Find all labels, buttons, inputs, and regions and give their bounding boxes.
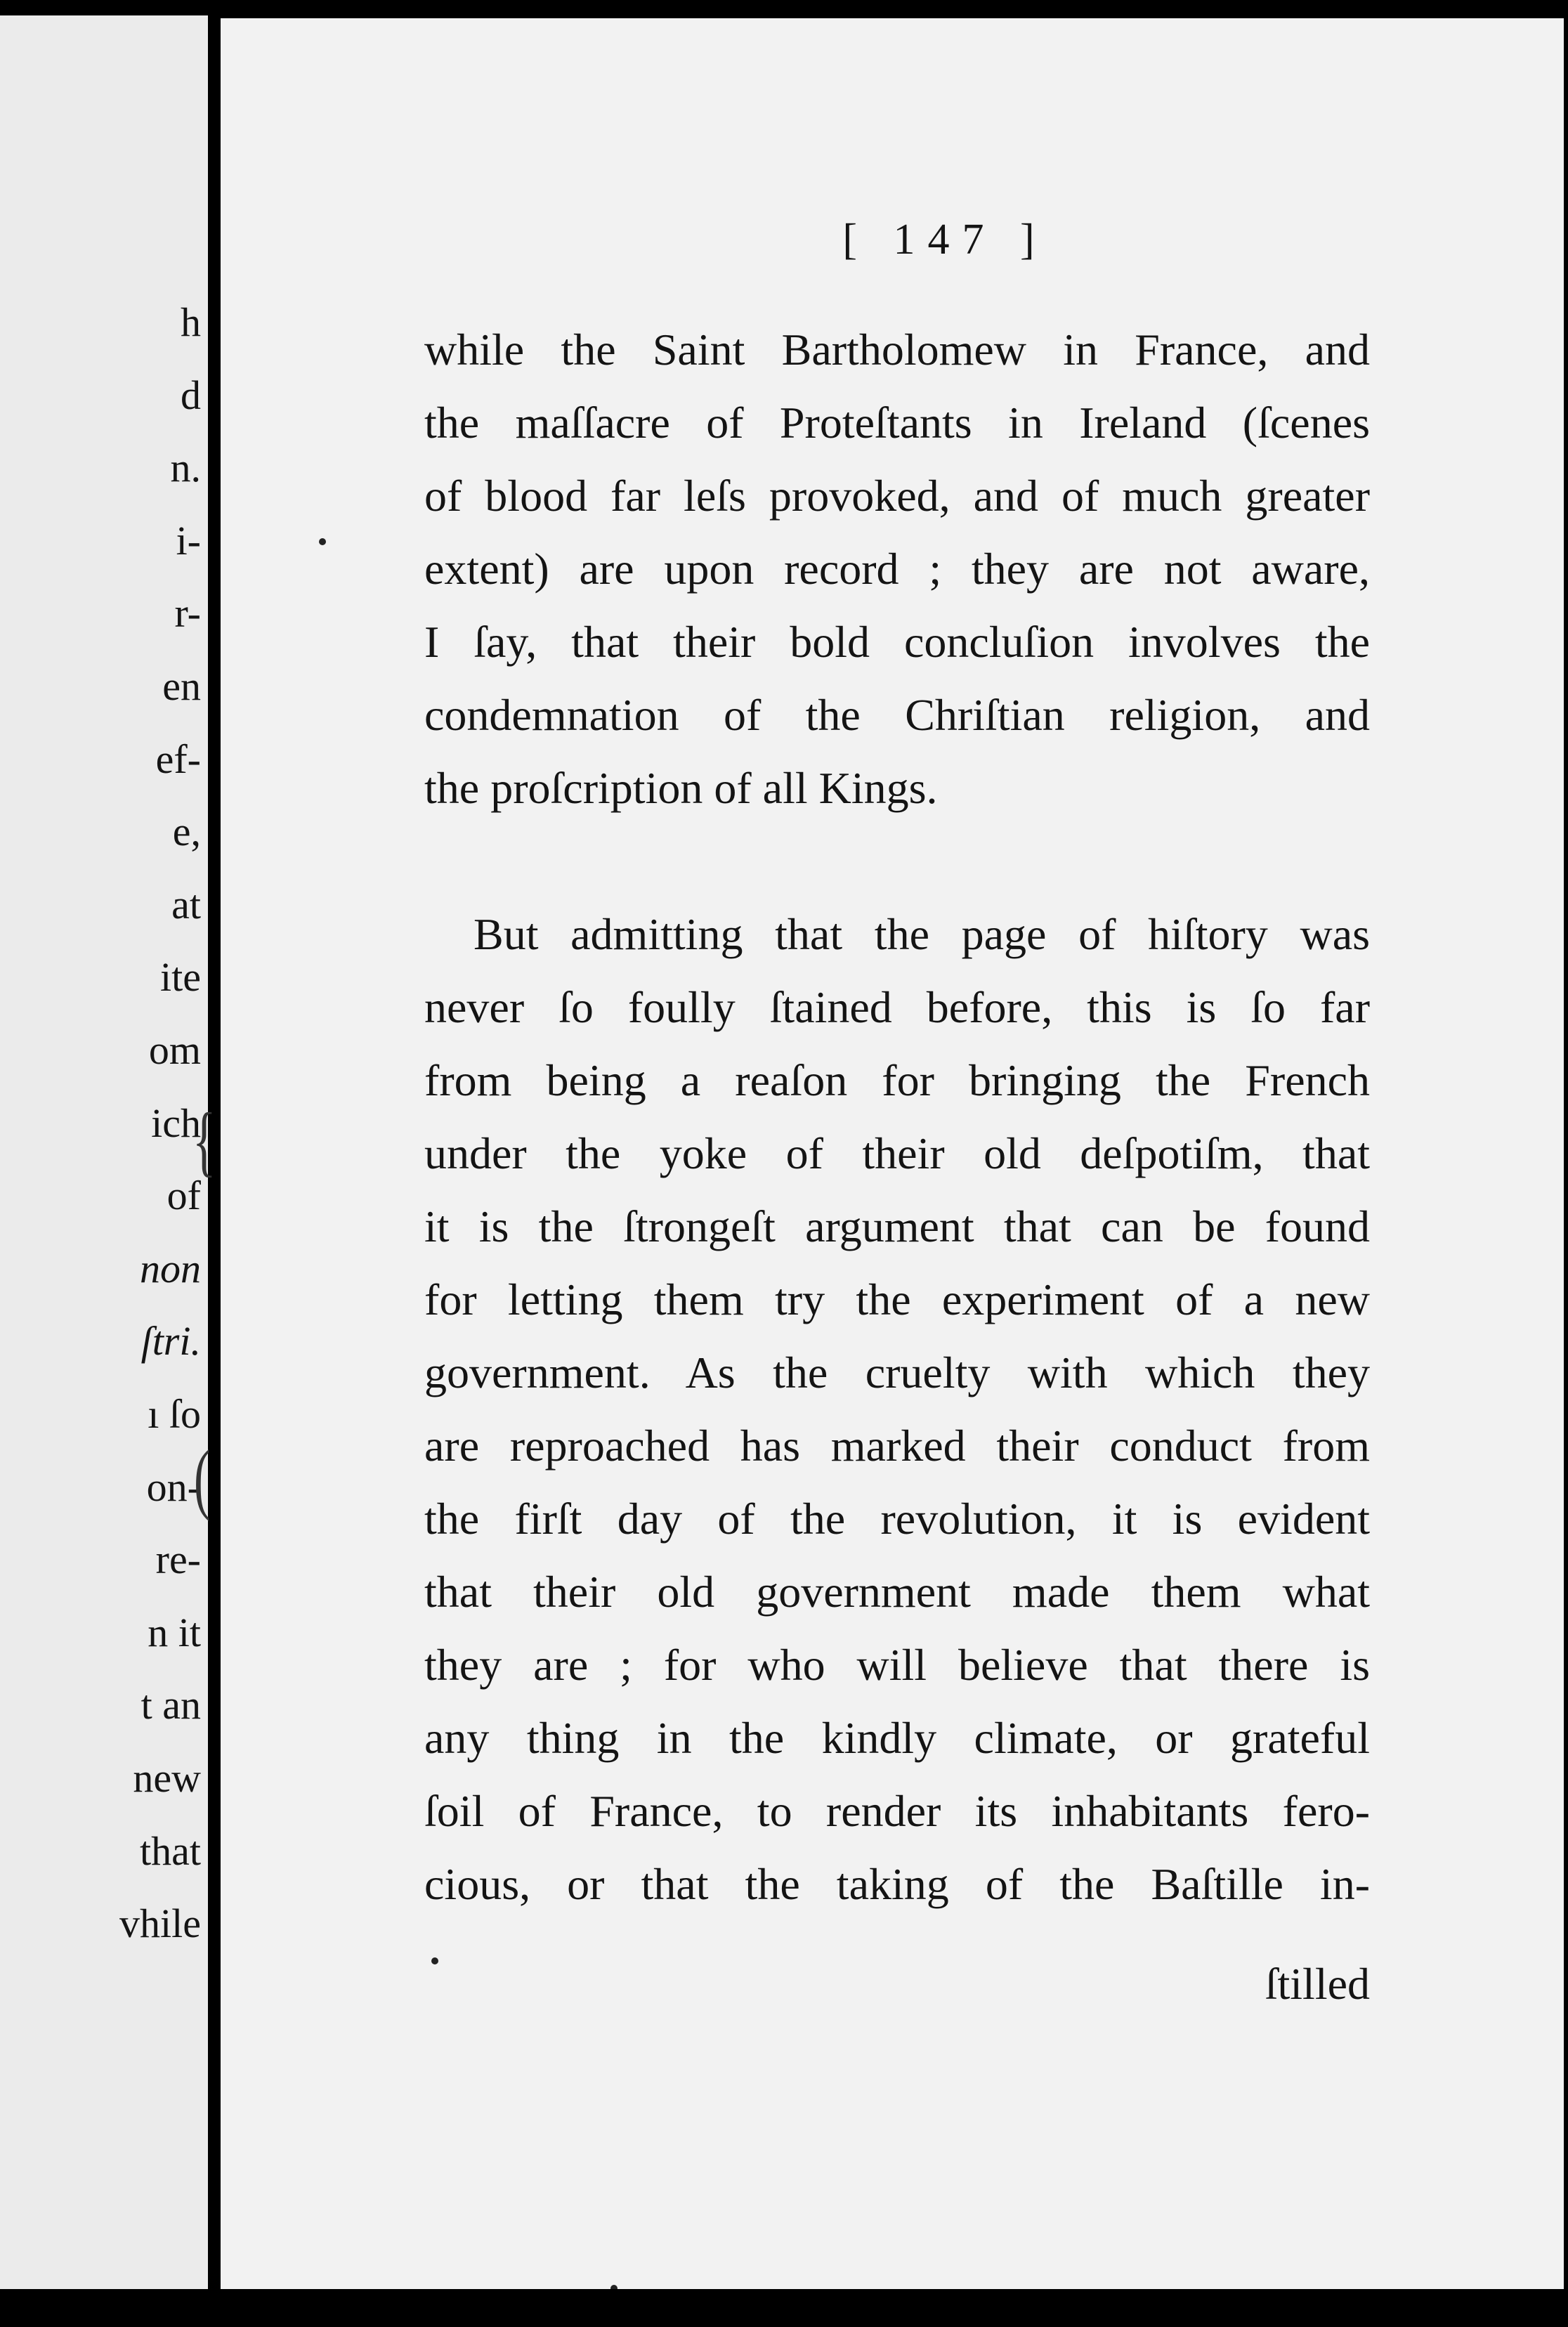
text-line: of blood far leſs provoked, and of much greater bbox=[424, 471, 1370, 521]
paragraph-1 bbox=[424, 313, 1370, 825]
left-page-line: t an bbox=[141, 1682, 201, 1728]
text-line: any thing in the kindly climate, or grateful bbox=[424, 1713, 1370, 1763]
left-page-line: ite bbox=[160, 954, 201, 1000]
text-line: for letting them try the experiment of a new bbox=[424, 1275, 1370, 1324]
left-page-fragment bbox=[0, 15, 211, 2289]
left-page-line: that bbox=[140, 1827, 201, 1874]
margin-bracket-mark: ( bbox=[194, 1435, 211, 1523]
left-page-line: h bbox=[181, 299, 201, 345]
text-line: it is the ſtrongeſt argument that can be found bbox=[424, 1201, 1370, 1251]
scan-top-edge bbox=[0, 0, 1568, 17]
text-line: ſoil of France, to render its inhabitants fero- bbox=[424, 1786, 1370, 1836]
left-page-line: ſtri. bbox=[141, 1318, 201, 1364]
scan-bottom-edge bbox=[0, 2289, 1568, 2327]
text-line: But admitting that the page of hiſtory was bbox=[473, 909, 1370, 959]
left-page-line: ı ſo bbox=[148, 1391, 201, 1437]
ink-speck bbox=[319, 538, 326, 545]
text-line: cious, or that the taking of the Baſtille in- bbox=[424, 1859, 1370, 1909]
paragraph-2 bbox=[424, 898, 1370, 1921]
text-line: the firſt day of the revolution, it is evident bbox=[424, 1494, 1370, 1544]
left-page-line: en bbox=[162, 663, 201, 709]
text-line: I ſay, that their bold concluſion involves the bbox=[424, 617, 1370, 667]
text-line: while the Saint Bartholomew in France, and bbox=[424, 325, 1370, 374]
left-page-line: non bbox=[140, 1245, 201, 1291]
text-line: never ſo foully ſtained before, this is ſo far bbox=[424, 982, 1370, 1032]
left-page-line: ich bbox=[151, 1100, 201, 1146]
left-page-line: new bbox=[133, 1755, 201, 1801]
left-page-line: n. bbox=[170, 445, 201, 491]
left-page-line: n it bbox=[148, 1609, 201, 1655]
page-number: [ 147 ] bbox=[842, 216, 1047, 263]
left-page-line: ef- bbox=[155, 736, 201, 782]
text-line: government. As the cruelty with which they bbox=[424, 1348, 1370, 1397]
left-page-line: on- bbox=[146, 1464, 201, 1510]
left-page-line: om bbox=[148, 1027, 201, 1073]
text-line: from being a reaſon for bringing the French bbox=[424, 1055, 1370, 1105]
text-line: condemnation of the Chriſtian religion, and bbox=[424, 690, 1370, 740]
left-page-line: r- bbox=[174, 590, 201, 637]
right-page bbox=[192, 18, 1564, 2289]
left-page-line: at bbox=[171, 881, 201, 927]
text-line: are reproached has marked their conduct from bbox=[424, 1421, 1370, 1471]
left-page-line: i- bbox=[176, 517, 201, 563]
catchword: ſtilled bbox=[1265, 1959, 1370, 2009]
text-line: they are ; for who will believe that there is bbox=[424, 1640, 1370, 1690]
text-line: that their old government made them what bbox=[424, 1567, 1370, 1617]
text-line: the maſſacre of Proteſtants in Ireland (ſcenes bbox=[424, 398, 1370, 448]
left-page-line: vhile bbox=[119, 1901, 201, 1947]
text-line: extent) are upon record ; they are not aware, bbox=[424, 544, 1370, 594]
text-line: under the yoke of their old deſpotiſm, that bbox=[424, 1128, 1370, 1178]
ink-speck bbox=[431, 1957, 438, 1964]
margin-bracket-mark: { bbox=[192, 1098, 216, 1185]
left-page-line: d bbox=[181, 372, 201, 418]
text-line: the proſcription of all Kings. bbox=[424, 763, 938, 813]
left-page-line: e, bbox=[172, 809, 201, 855]
left-page-line: re- bbox=[155, 1537, 201, 1583]
left-page-line: of bbox=[166, 1173, 201, 1219]
